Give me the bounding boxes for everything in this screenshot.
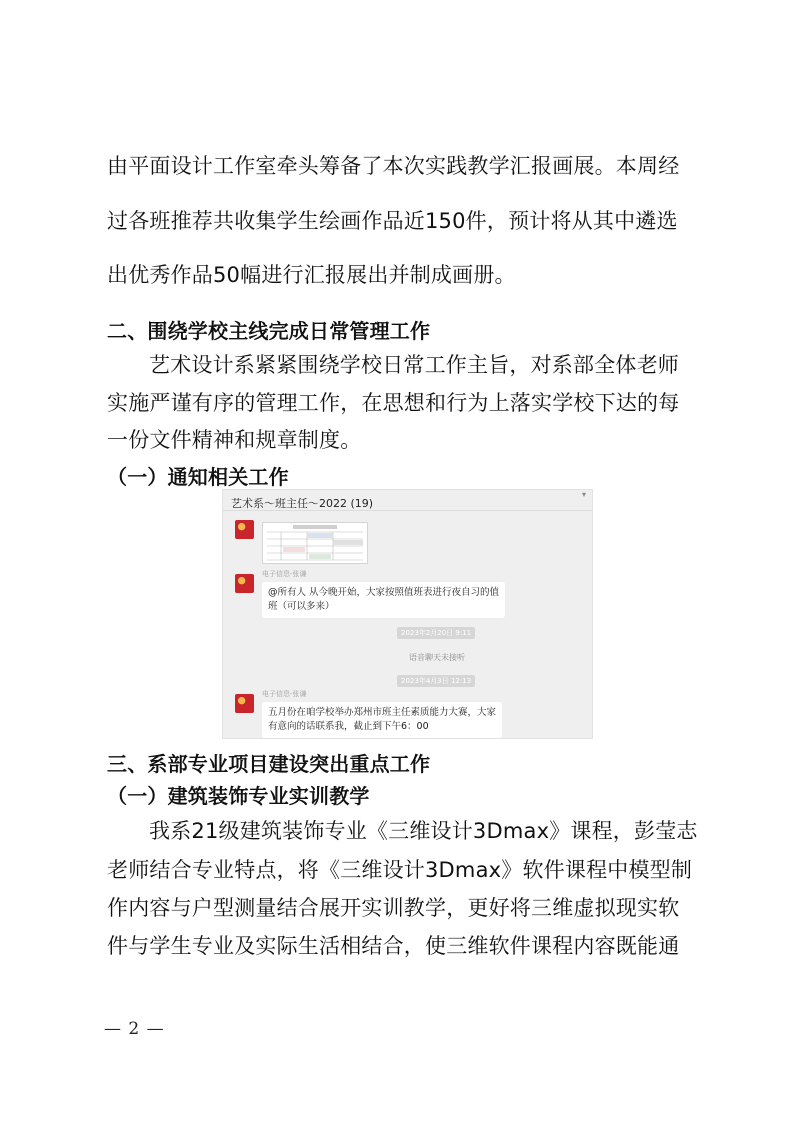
message-text-line: 班（可以多来） xyxy=(268,601,335,612)
message-sender: 电子信息-张谦 xyxy=(262,690,307,698)
avatar xyxy=(235,520,254,539)
message-bubble[interactable] xyxy=(262,582,505,618)
section-heading-3: 三、系部专业项目建设突出重点工作 xyxy=(107,752,431,776)
paragraph-1-line-1: 由平面设计工作室牵头筹备了本次实践教学汇报画展。本周经 xyxy=(107,154,680,178)
avatar xyxy=(235,574,254,593)
section-heading-2: 二、围绕学校主线完成日常管理工作 xyxy=(107,319,431,343)
message-bubble[interactable] xyxy=(262,702,502,738)
paragraph-3-line-4: 件与学生专业及实际生活相结合，使三维软件课程内容既能通 xyxy=(107,934,680,958)
collapse-caret-icon: ▾ xyxy=(581,490,586,499)
roster-table-icon xyxy=(263,523,367,563)
page-number: — 2 — xyxy=(104,1019,165,1039)
avatar xyxy=(235,694,254,713)
message-text-line: 五月份在咱学校举办郑州市班主任素质能力大赛，大家 xyxy=(268,707,497,718)
paragraph-1-line-3: 出优秀作品50幅进行汇报展出并制成画册。 xyxy=(107,263,516,287)
paragraph-2-line-3: 一份文件精神和规章制度。 xyxy=(107,428,362,452)
duty-roster-image xyxy=(262,522,368,564)
message-timestamp: 2023年4月3日 12:13 xyxy=(397,675,475,687)
chat-screenshot xyxy=(222,489,593,739)
subheading-notices: （一）通知相关工作 xyxy=(107,465,289,489)
paragraph-2-line-2: 实施严谨有序的管理工作，在思想和行为上落实学校下达的每 xyxy=(107,391,680,415)
chat-title: 艺术系～班主任～2022 (19) xyxy=(231,497,374,510)
message-timestamp: 2023年2月20日 9:11 xyxy=(397,627,475,639)
chat-divider xyxy=(223,510,592,511)
paragraph-2-line-1: 艺术设计系紧紧围绕学校日常工作主旨，对系部全体老师 xyxy=(149,353,679,377)
paragraph-3-line-3: 作内容与户型测量结合展开实训教学，更好将三维虚拟现实软 xyxy=(107,896,680,920)
paragraph-3-line-2: 老师结合专业特点，将《三维设计3Dmax》软件课程中模型制 xyxy=(107,858,693,882)
message-text-line: @所有人 从今晚开始，大家按照值班表进行夜自习的值 xyxy=(268,587,500,598)
subheading-architecture-training: （一）建筑装饰专业实训教学 xyxy=(107,784,370,808)
message-sender: 电子信息-张谦 xyxy=(262,570,307,578)
paragraph-1-line-2: 过各班推荐共收集学生绘画作品近150件，预计将从其中遴选 xyxy=(107,209,678,233)
system-message: 语音聊天未接听 xyxy=(409,653,465,662)
message-text-line: 有意向的话联系我，截止到下午6：00 xyxy=(268,721,429,732)
paragraph-3-line-1: 我系21级建筑装饰专业《三维设计3Dmax》课程，彭莹志 xyxy=(149,819,698,843)
